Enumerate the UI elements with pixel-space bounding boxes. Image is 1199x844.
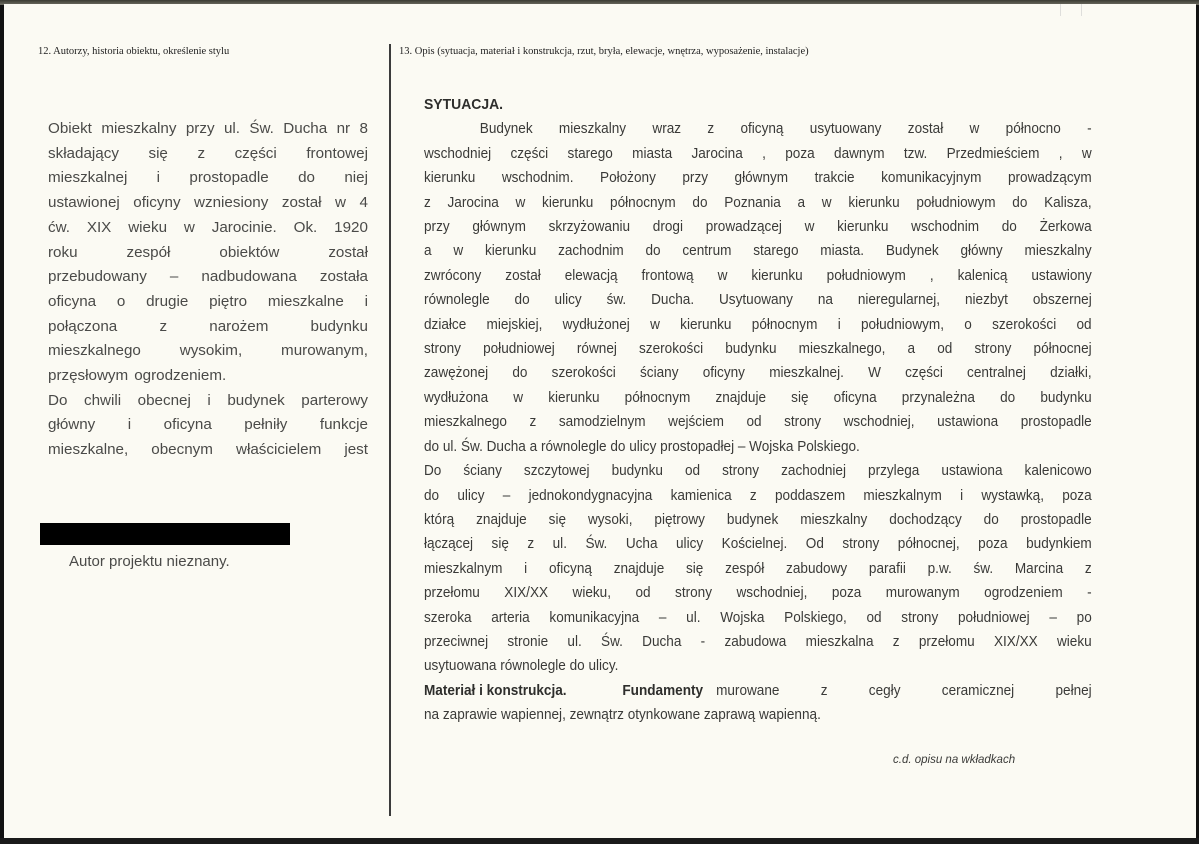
history-line: połączona z narożem budynku: [48, 317, 368, 335]
field-13-label: 13. Opis (sytuacja, materiał i konstrukcja, rzut, bryła, elewacje, wnętrza, wyposażenie, instalacje): [399, 46, 809, 57]
history-line: Obiekt mieszkalny przy ul. Św. Ducha nr 8: [48, 120, 368, 137]
situation-line: równolegle do ulicy św. Ducha. Usytuowany na nieregularnej, niezbyt obszernej: [424, 292, 1092, 309]
scan-bottom-edge: [0, 838, 1199, 844]
situation-line: łączącej się z ul. Św. Ucha ulicy Kościelnej. Od strony północnej, poza budynkiem: [424, 536, 1092, 553]
situation-line: działce miejskiej, wydłużonej w kierunku północnym i południowym, o szerokości od: [424, 316, 1092, 333]
situation-line: zwrócony został elewacją frontową w kierunku południowym , kalenicą ustawiony: [424, 267, 1092, 284]
situation-line: zawężonej do szerokości ściany oficyny mieszkalnej. W części centralnej działki,: [424, 365, 1092, 382]
redacted-owner-block: [40, 523, 290, 545]
history-line: składający się z części frontowej: [48, 144, 368, 162]
history-line: przęsłowym ogrodzeniem.: [48, 367, 227, 385]
material-line-1: [424, 679, 1092, 703]
situation-line: przeciwnej stronie ul. Św. Ducha - zabudowa mieszkalna z przełomu XIX/XX wieku: [424, 633, 1092, 650]
history-line: oficyna o drugie piętro mieszkalne i: [48, 292, 368, 310]
history-line: mieszkalnego wysokim, murowanym,: [48, 342, 368, 360]
history-line: Do chwili obecnej i budynek parterowy: [48, 391, 368, 409]
situation-line: przełomu XIX/XX wieku, od strony wschodniej, poza murowanym ogrodzeniem -: [424, 585, 1092, 602]
material-line-1-rest: murowane z cegły ceramicznej pełnej: [716, 682, 1092, 699]
material-heading: Materiał i konstrukcja.: [424, 682, 567, 699]
history-line: przebudowany – nadbudowana została: [48, 268, 368, 286]
situation-line: mieszkalnym i oficyną znajduje się zespół zabudowy parafii p.w. św. Marcina z: [424, 560, 1092, 577]
section-heading-situation: SYTUACJA.: [424, 96, 504, 113]
situation-line: szeroka arteria komunikacyjna – ul. Wojska Polskiego, od strony południowej – po: [424, 609, 1092, 626]
author-note: Autor projektu nieznany.: [69, 553, 230, 570]
description-text: [424, 93, 1092, 728]
field-12-label: 12. Autorzy, historia obiektu, określenie stylu: [38, 46, 230, 57]
situation-line: którą znajduje się wysoki, piętrowy budynek mieszkalny dochodzący do prostopadle: [424, 511, 1092, 528]
foundations-label: Fundamenty: [622, 682, 704, 699]
situation-line: Do ściany szczytowej budynku od strony zachodniej przylega ustawiona kalenicowo: [424, 463, 1092, 480]
history-text: [48, 117, 368, 463]
situation-line: a w kierunku zachodnim do centrum starego miasta. Budynek główny mieszkalny: [424, 243, 1092, 260]
history-line: roku zespół obiektów został: [48, 243, 368, 261]
situation-line: mieszkalnego z samodzielnym wejściem od strony wschodniej, ustawiona prostopadle: [424, 414, 1092, 431]
situation-line: Budynek mieszkalny wraz z oficyną usytuowany został w północno -: [479, 121, 1092, 138]
history-line: mieszkalne, obecnym właścicielem jest: [48, 441, 368, 459]
situation-line: wschodniej części starego miasta Jarocina , poza dawnym tzw. Przedmieściem , w: [424, 145, 1092, 162]
situation-line: do ul. Św. Ducha a równolegle do ulicy prostopadłej – Wojska Polskiego.: [424, 438, 860, 455]
situation-line: wydłużona w kierunku północnym znajduje się oficyna przynależna do budynku: [424, 389, 1092, 406]
history-line: ustawionej oficyny wzniesiony został w 4: [48, 194, 368, 212]
situation-line: przy głównym skrzyżowaniu drogi prowadzącej w kierunku wschodnim do Żerkowa: [424, 219, 1092, 236]
history-line: mieszkalnej i prostopadle do niej: [48, 169, 368, 187]
continued-note: c.d. opisu na wkładkach: [893, 754, 1016, 766]
situation-line: z Jarocina w kierunku północnym do Poznania a w kierunku południowym do Kalisza,: [424, 194, 1092, 211]
scan-artifact: [1060, 4, 1082, 16]
situation-line: usytuowana równolegle do ulicy.: [424, 658, 619, 675]
history-line: główny i oficyna pełniły funkcje: [48, 416, 368, 434]
column-divider: [389, 44, 391, 816]
material-line-2: na zaprawie wapiennej, zewnątrz otynkowane zaprawą wapienną.: [424, 707, 821, 724]
history-line: ćw. XIX wieku w Jarocinie. Ok. 1920: [48, 218, 368, 236]
situation-paragraphs: [424, 117, 1092, 678]
situation-line: do ulicy – jednokondygnacyjna kamienica z poddaszem mieszkalnym i wystawką, poza: [424, 487, 1092, 504]
situation-line: strony południowej równej szerokości budynku mieszkalnego, a od strony północnej: [424, 341, 1092, 358]
situation-line: kierunku wschodnim. Położony przy głównym trakcie komunikacyjnym prowadzącym: [424, 170, 1092, 187]
